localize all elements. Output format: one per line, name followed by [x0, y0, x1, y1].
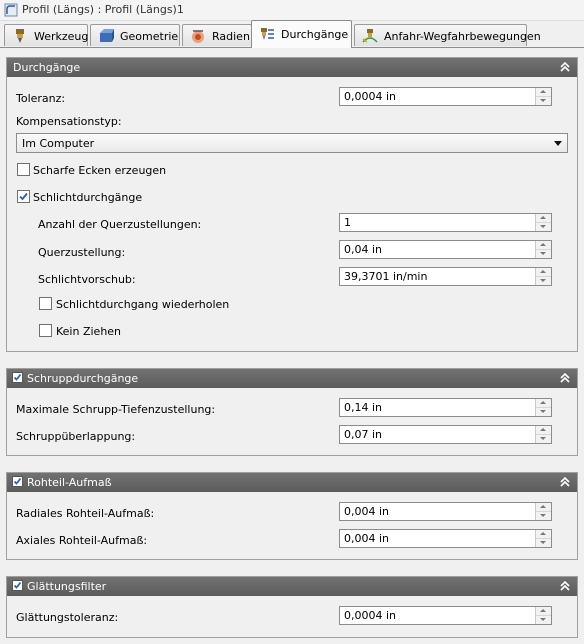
section-title: Durchgänge: [13, 61, 81, 74]
collapse-icon[interactable]: [559, 580, 571, 592]
collapse-icon[interactable]: [559, 372, 571, 384]
passes-icon: [259, 26, 275, 42]
spin-buttons: [535, 530, 551, 547]
overlap-input[interactable]: [339, 425, 552, 444]
section-stock: [6, 472, 578, 560]
increment-button[interactable]: [536, 530, 551, 539]
axial-stock-label: Axiales Rohteil-Aufmaß:: [16, 534, 148, 547]
section-title: Schruppdurchgänge: [27, 372, 139, 385]
tolerance-value: 0,0004 in: [344, 90, 397, 103]
tab-label: Geometrie: [120, 30, 179, 43]
section-passes: [6, 57, 578, 352]
stock-enable-checkbox[interactable]: [12, 476, 23, 487]
section-header[interactable]: [7, 369, 577, 388]
decrement-button[interactable]: [536, 277, 551, 285]
radial-stock-input[interactable]: [339, 502, 552, 521]
finishing-passes-checkbox[interactable]: [17, 190, 30, 203]
decrement-button[interactable]: [536, 223, 551, 231]
collapse-icon[interactable]: [559, 61, 571, 73]
increment-button[interactable]: [536, 214, 551, 223]
max-stepdown-value: 0,14 in: [344, 401, 383, 414]
section-smoothing: [6, 576, 578, 638]
decrement-button[interactable]: [536, 616, 551, 624]
window-title-bar: [0, 0, 584, 21]
increment-button[interactable]: [536, 399, 551, 408]
checkmark-icon: [18, 191, 29, 202]
collapse-icon[interactable]: [559, 476, 571, 488]
decrement-button[interactable]: [536, 435, 551, 443]
tab-label: Durchgänge: [281, 28, 349, 41]
stepover-label: Querzustellung:: [38, 246, 126, 259]
increment-button[interactable]: [536, 88, 551, 97]
decrement-button[interactable]: [536, 408, 551, 416]
decrement-button[interactable]: [536, 97, 551, 105]
max-stepdown-label: Maximale Schrupp-Tiefenzustellung:: [16, 403, 216, 416]
smoothing-tolerance-input[interactable]: [339, 606, 552, 625]
tab-strip: [0, 20, 584, 48]
decrement-button[interactable]: [536, 512, 551, 520]
overlap-value: 0,07 in: [344, 428, 383, 441]
tool-icon: [12, 28, 28, 44]
section-header[interactable]: [7, 577, 577, 596]
profile-path-icon: [3, 2, 19, 18]
sharp-corners-label: Scharfe Ecken erzeugen: [33, 164, 167, 177]
increment-button[interactable]: [536, 241, 551, 250]
section-header[interactable]: [7, 58, 577, 77]
overlap-label: Schruppüberlappung:: [16, 430, 136, 443]
stepovers-count-value: 1: [344, 216, 351, 229]
finishing-feed-value: 39,3701 in/min: [344, 270, 428, 283]
roughing-enable-checkbox[interactable]: [12, 372, 23, 383]
repeat-finishing-checkbox[interactable]: [39, 297, 52, 310]
smoothing-tolerance-value: 0,0004 in: [344, 609, 397, 622]
spin-buttons: [535, 241, 551, 258]
increment-button[interactable]: [536, 268, 551, 277]
checkmark-icon: [13, 373, 22, 382]
finishing-feed-label: Schlichtvorschub:: [38, 273, 136, 286]
tab-label: Radien: [212, 30, 250, 43]
spin-buttons: [535, 88, 551, 105]
stepover-value: 0,04 in: [344, 243, 383, 256]
increment-button[interactable]: [536, 607, 551, 616]
decrement-button[interactable]: [536, 539, 551, 547]
decrement-button[interactable]: [536, 250, 551, 258]
checkmark-icon: [13, 477, 22, 486]
tab-durchgaenge[interactable]: [251, 20, 352, 48]
stepover-input[interactable]: [339, 240, 552, 259]
increment-button[interactable]: [536, 426, 551, 435]
section-header[interactable]: [7, 473, 577, 492]
tab-radien[interactable]: [182, 24, 252, 46]
increment-button[interactable]: [536, 503, 551, 512]
geometry-icon: [98, 28, 114, 44]
compensation-type-select[interactable]: [16, 133, 568, 153]
section-title: Glättungsfilter: [27, 580, 107, 593]
spin-buttons: [535, 268, 551, 285]
tab-label: Werkzeug: [34, 30, 89, 43]
window-title: Profil (Längs) : Profil (Längs)1: [22, 3, 184, 16]
linking-icon: [362, 28, 378, 44]
axial-stock-value: 0,004 in: [344, 532, 390, 545]
spin-buttons: [535, 214, 551, 231]
tolerance-label: Toleranz:: [16, 92, 66, 105]
tab-geometrie[interactable]: [90, 24, 180, 46]
stepovers-count-label: Anzahl der Querzustellungen:: [38, 218, 202, 231]
repeat-finishing-label: Schlichtdurchgang wiederholen: [56, 298, 230, 311]
max-stepdown-input[interactable]: [339, 398, 552, 417]
radial-stock-label: Radiales Rohteil-Aufmaß:: [16, 507, 155, 520]
compensation-type-label: Kompensationstyp:: [16, 115, 122, 128]
spin-buttons: [535, 399, 551, 416]
section-roughing: [6, 368, 578, 456]
chevron-down-icon[interactable]: [554, 141, 562, 146]
compensation-type-value: Im Computer: [22, 137, 95, 150]
section-title: Rohteil-Aufmaß: [27, 476, 112, 489]
spin-buttons: [535, 426, 551, 443]
spin-buttons: [535, 607, 551, 624]
no-drag-label: Kein Ziehen: [56, 325, 122, 338]
sharp-corners-checkbox[interactable]: [17, 163, 30, 176]
smoothing-tolerance-label: Glättungstoleranz:: [16, 611, 119, 624]
finishing-feed-input[interactable]: [339, 267, 552, 286]
finishing-passes-label: Schlichtdurchgänge: [33, 191, 143, 204]
no-drag-checkbox[interactable]: [39, 324, 52, 337]
tolerance-input[interactable]: [339, 87, 552, 106]
tab-anfahr-wegfahrbewegungen[interactable]: [354, 24, 541, 46]
smoothing-enable-checkbox[interactable]: [12, 580, 23, 591]
spin-buttons: [535, 503, 551, 520]
radial-stock-value: 0,004 in: [344, 505, 390, 518]
stepovers-count-input[interactable]: [339, 213, 552, 232]
checkmark-icon: [13, 581, 22, 590]
tab-werkzeug[interactable]: [4, 24, 88, 46]
radii-icon: [190, 28, 206, 44]
axial-stock-input[interactable]: [339, 529, 552, 548]
tab-label: Anfahr-Wegfahrbewegungen: [384, 30, 541, 43]
